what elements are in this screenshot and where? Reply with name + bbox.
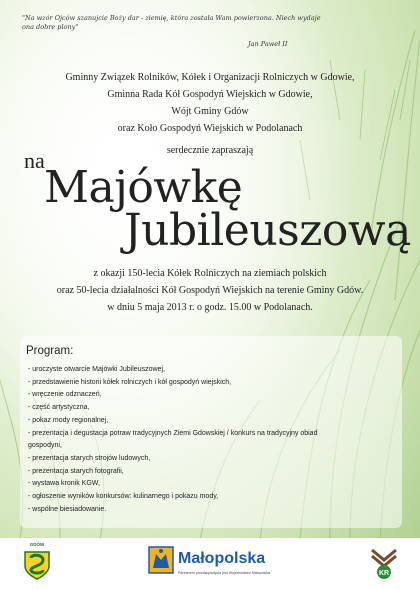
title-prefix: na [24, 148, 45, 173]
program-item: - wspólne biesiadowanie. [28, 505, 107, 513]
program-heading: Program: [26, 345, 74, 357]
organizer-line: oraz Koło Gospodyń Wiejskich w Podolanach [117, 123, 303, 134]
program-item: - pokaz mody regionalnej, [28, 416, 109, 424]
gdow-label: GDÓW [29, 542, 45, 547]
malopolska-logo-icon [148, 546, 174, 574]
kr-logo-text: KR [378, 570, 390, 577]
occasion-line: oraz 50-lecia działalności Kół Gospodyń Wiejskich na terenie Gminy Gdów. [56, 285, 364, 296]
malopolska-subtitle: Partnerem przedsięwzięcia jest Województwo Małopolska [178, 571, 271, 575]
occasion-line: z okazji 150-lecia Kółek Rolniczych na ziemiach polskich [93, 268, 327, 279]
program-item: - część artystyczna, [28, 404, 90, 412]
quote-author: Jan Paweł II [248, 40, 288, 48]
program-item: - ogłoszenie wyników konkursów: kulinarnego i pokazu mody, [28, 493, 219, 501]
invite-text: serdecznie zapraszają [166, 145, 254, 156]
organizer-line: Wójt Gminy Gdów [171, 106, 249, 117]
gdow-coat-of-arms-icon [22, 548, 52, 580]
program-item: gospodyni, [28, 442, 62, 450]
event-date: w dniu 5 maja 2013 r. o godz. 15.00 w Podolanach. [107, 302, 313, 313]
organizer-line: Gminna Rada Kół Gospodyń Wiejskich w Gdowie, [107, 89, 313, 100]
organizer-line: Gminny Związek Rolników, Kółek i Organizacji Rolniczych w Gdowie, [65, 72, 355, 83]
program-list [28, 364, 398, 516]
program-item: - uroczyste otwarcie Majówki Jubileuszowej, [28, 366, 165, 373]
quote-text: "Na wzór Ojców szanujcie Boży dar - ziemię, która została Wam powierzona. Niech wydaje ona dobre plony" [22, 14, 321, 31]
kolka-rolnicze-logo-icon [370, 548, 398, 580]
title-line-1: Majówkę [44, 162, 243, 213]
title-line-2: Jubileuszową [124, 205, 411, 256]
program-item: - przedstawienie historii kółek rolniczych i kół gospodyń wiejskich, [28, 378, 232, 386]
program-item: - wręczenie odznaczeń, [28, 391, 102, 399]
program-item: - prezentacja starych fotografii, [28, 467, 124, 475]
malopolska-name: Małopolska [178, 550, 266, 567]
program-item: - wystawa kronik KGW, [28, 480, 100, 488]
program-item: - prezentacja starych strojów ludowych, [28, 454, 151, 462]
program-item: - prezentacja i degustacja potraw tradycyjnych Ziemi Gdowskiej / konkurs na tradycyjny obiad [28, 429, 318, 437]
